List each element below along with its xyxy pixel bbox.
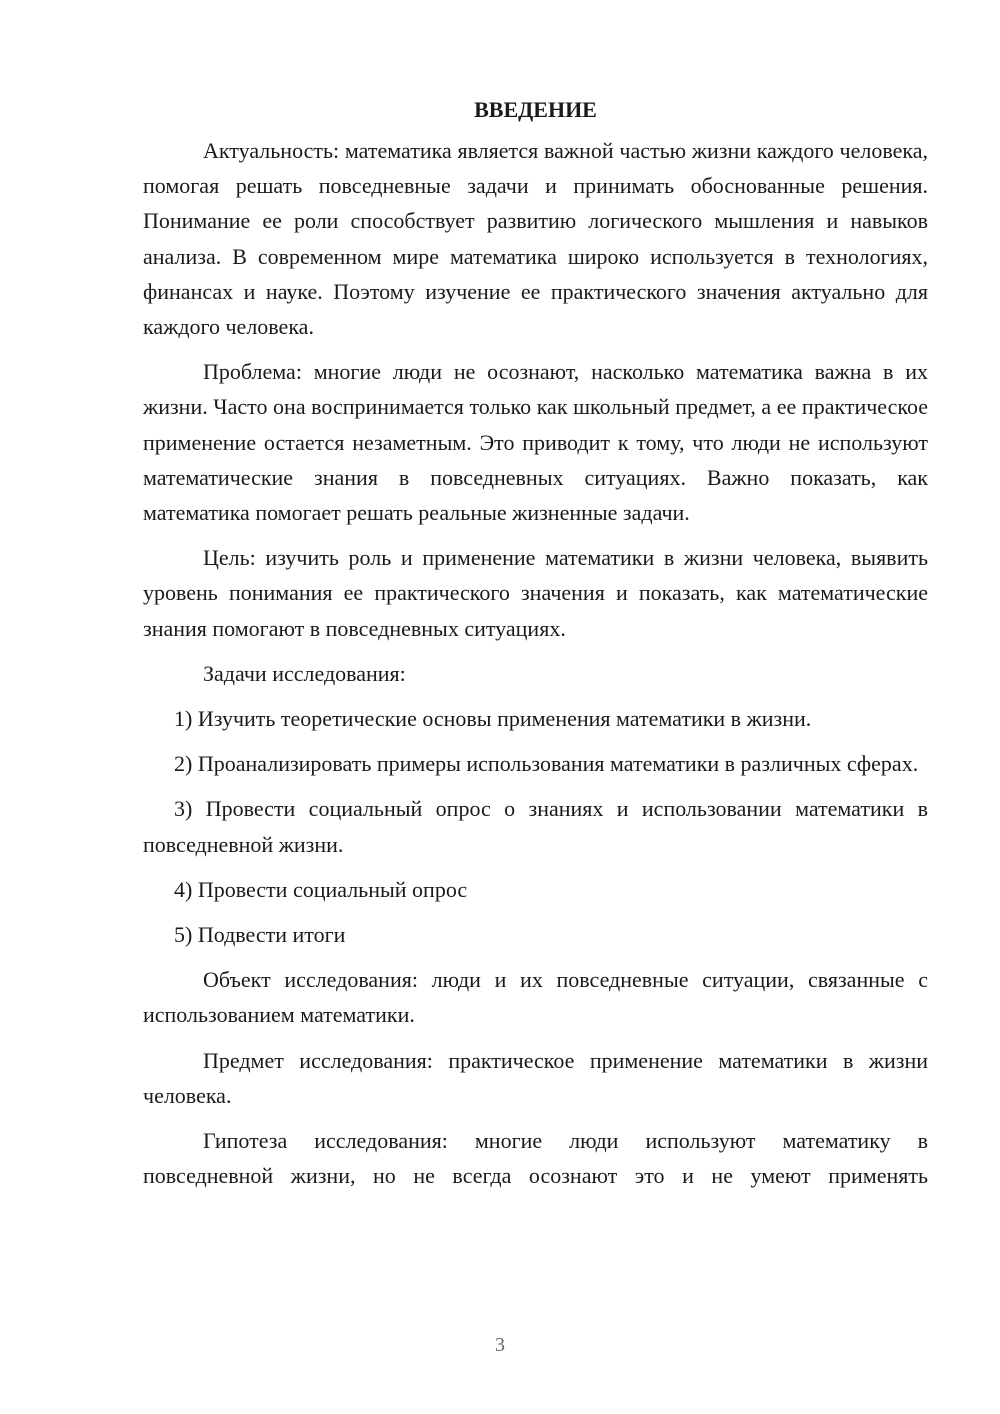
section-heading: ВВЕДЕНИЕ [474, 97, 597, 122]
task-item: 2) Проанализировать примеры использования математики в различных сферах. [174, 751, 919, 777]
paragraph-hypothesis: Гипотеза исследования: многие люди используют математику в повседневной жизни, но не всегда осознают это и не умеют применять [143, 1128, 928, 1189]
paragraph-relevance: Актуальность: математика является важной частью жизни каждого человека, помогая решать повседневные задачи и принимать обоснованные решения. Понимание ее роли способствует развитию логического мышления и навыков анализа. В современном мире математика широко используется в технологиях, финансах и науке. Поэтому изучение ее практического значения актуально для каждого человека. [143, 138, 928, 340]
paragraph-object: Объект исследования: люди и их повседневные ситуации, связанные с использованием математики. [143, 967, 928, 1028]
paragraph-problem: Проблема: многие люди не осознают, насколько математика важна в их жизни. Часто она воспринимается только как школьный предмет, а ее практическое применение остается незаметным. Это приводит к тому, что люди не используют математические знания в повседневных ситуациях. Важно показать, как математика помогает решать реальные жизненные задачи. [143, 359, 928, 526]
document-page [143, 95, 928, 1203]
page-number: 3 [495, 1334, 505, 1356]
task-item: 5) Подвести итоги [174, 922, 346, 948]
task-item: 3) Провести социальный опрос о знаниях и использовании математики в повседневной жизни. [143, 796, 928, 857]
task-item: 4) Провести социальный опрос [174, 876, 468, 902]
paragraph-subject: Предмет исследования: практическое применение математики в жизни человека. [143, 1047, 928, 1108]
paragraph-tasks-title: Задачи исследования: [203, 660, 406, 686]
paragraph-goal: Цель: изучить роль и применение математики в жизни человека, выявить уровень понимания ее практического значения и показать, как математические знания помогают в повседневных ситуациях. [143, 545, 928, 641]
task-item: 1) Изучить теоретические основы применения математики в жизни. [174, 706, 812, 732]
